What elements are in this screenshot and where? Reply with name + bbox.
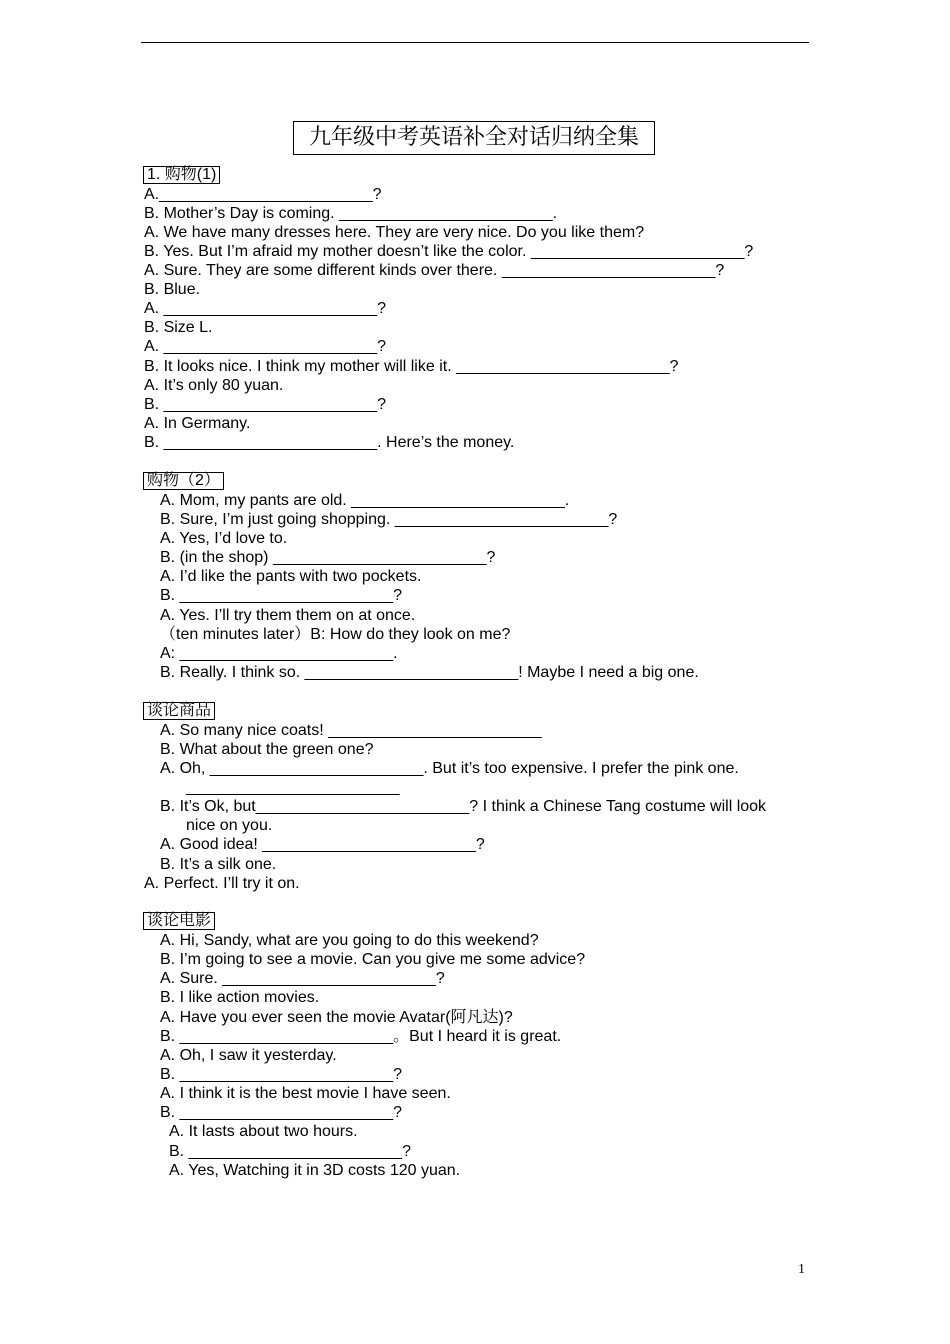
page-title: 九年级中考英语补全对话归纳全集 (293, 121, 655, 155)
dialogue-line: B. ________________________? (160, 1104, 403, 1121)
page-number: 1 (798, 1262, 805, 1277)
dialogue-line: B. It’s Ok, but________________________? I think a Chinese Tang costume will look (160, 798, 767, 815)
dialogue-line: A. I’d like the pants with two pockets. (160, 568, 422, 585)
dialogue-line: B. Yes. But I’m afraid my mother doesn’t like the color. ________________________? (144, 243, 754, 260)
dialogue-line: A. It lasts about two hours. (169, 1123, 358, 1140)
dialogue-line: B. Sure, I’m just going shopping. ________________________? (160, 511, 618, 528)
section-label-talking-movies: 谈论电影 (143, 912, 215, 930)
dialogue-line: A. ________________________? (144, 338, 387, 355)
dialogue-line: B. ________________________? (160, 1066, 403, 1083)
dialogue-line: A. Sure. ________________________? (160, 970, 445, 987)
dialogue-line: B. I’m going to see a movie. Can you give me some advice? (160, 951, 586, 968)
dialogue-line: B. Size L. (144, 319, 213, 336)
section-label-shopping-2: 购物（2） (143, 472, 224, 490)
dialogue-line: A. We have many dresses here. They are very nice. Do you like them? (144, 224, 645, 241)
dialogue-line: B. It looks nice. I think my mother will like it. ________________________? (144, 358, 679, 375)
dialogue-line: B. What about the green one? (160, 741, 374, 758)
section-label-shopping-1: 1. 购物(1) (143, 166, 220, 184)
dialogue-line: A. Yes. I’ll try them them on at once. (160, 607, 416, 624)
section-label-talking-goods: 谈论商品 (143, 702, 215, 720)
dialogue-line: nice on you. (186, 817, 273, 834)
dialogue-line: A. Sure. They are some different kinds over there. ________________________? (144, 262, 725, 279)
dialogue-line: A. Oh, ________________________. But it’s too expensive. I prefer the pink one. (160, 760, 739, 777)
dialogue-line: B. ________________________? (169, 1143, 412, 1160)
dialogue-line: （ten minutes later）B: How do they look on me? (160, 626, 511, 643)
dialogue-line: B. ________________________。But I heard it is great. (160, 1028, 562, 1045)
dialogue-line: A. In Germany. (144, 415, 251, 432)
dialogue-line: A. I think it is the best movie I have seen. (160, 1085, 451, 1102)
dialogue-line: A. Have you ever seen the movie Avatar(阿凡达)? (160, 1009, 513, 1026)
dialogue-line: B. ________________________? (144, 396, 387, 413)
dialogue-line: B. Mother’s Day is coming. ________________________. (144, 205, 558, 222)
dialogue-line: A. So many nice coats! ________________________ (160, 722, 542, 739)
dialogue-line: A. Mom, my pants are old. ________________________. (160, 492, 570, 509)
dialogue-line: B. ________________________? (160, 587, 403, 604)
dialogue-line: A.________________________? (144, 186, 382, 203)
dialogue-line: A. It’s only 80 yuan. (144, 377, 284, 394)
dialogue-line: A. Good idea! ________________________? (160, 836, 485, 853)
dialogue-line: A: ________________________. (160, 645, 398, 662)
header-rule (141, 42, 809, 43)
dialogue-line: A. Yes, I’d love to. (160, 530, 288, 547)
dialogue-line: B. Blue. (144, 281, 201, 298)
dialogue-line: A. ________________________? (144, 300, 387, 317)
dialogue-line: ________________________ (186, 779, 400, 796)
dialogue-line: B. I like action movies. (160, 989, 320, 1006)
dialogue-line: B. ________________________. Here’s the money. (144, 434, 515, 451)
dialogue-line: A. Yes, Watching it in 3D costs 120 yuan. (169, 1162, 461, 1179)
dialogue-line: B. (in the shop) ________________________? (160, 549, 496, 566)
dialogue-line: B. It’s a silk one. (160, 856, 277, 873)
dialogue-line: B. Really. I think so. ________________________! Maybe I need a big one. (160, 664, 699, 681)
dialogue-line: A. Perfect. I’ll try it on. (144, 875, 300, 892)
dialogue-line: A. Oh, I saw it yesterday. (160, 1047, 337, 1064)
dialogue-line: A. Hi, Sandy, what are you going to do this weekend? (160, 932, 539, 949)
